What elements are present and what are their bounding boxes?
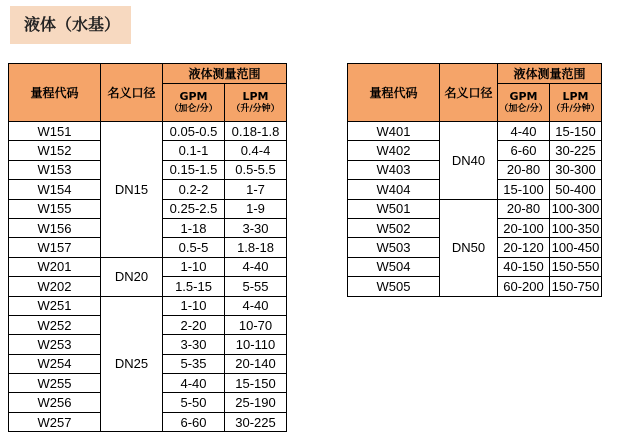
lpm-cell: 3-30	[225, 218, 287, 237]
gpm-cell: 3-30	[163, 335, 225, 354]
gpm-cell: 2-20	[163, 315, 225, 334]
code-cell: W152	[9, 141, 101, 160]
code-cell: W157	[9, 238, 101, 257]
gpm-cell: 1-10	[163, 257, 225, 276]
lpm-cell: 4-40	[225, 296, 287, 315]
lpm-cell: 15-150	[225, 374, 287, 393]
table-row	[9, 296, 287, 315]
gpm-cell: 4-40	[163, 374, 225, 393]
gpm-cell: 20-120	[498, 238, 550, 257]
code-cell: W403	[348, 160, 440, 179]
lpm-cell: 0.18-1.8	[225, 122, 287, 141]
dn-cell: DN25	[101, 296, 163, 432]
lpm-cell: 10-70	[225, 315, 287, 334]
lpm-cell: 25-190	[225, 393, 287, 412]
dn-cell: DN40	[440, 122, 498, 200]
code-cell: W502	[348, 218, 440, 237]
table-row	[9, 257, 287, 276]
gpm-cell: 5-50	[163, 393, 225, 412]
lpm-cell: 5-55	[225, 277, 287, 296]
code-cell: W254	[9, 354, 101, 373]
range-table-left	[8, 63, 287, 432]
code-cell: W402	[348, 141, 440, 160]
gpm-cell: 1-10	[163, 296, 225, 315]
gpm-cell: 0.05-0.5	[163, 122, 225, 141]
code-cell: W154	[9, 180, 101, 199]
code-cell: W251	[9, 296, 101, 315]
gpm-cell: 0.1-1	[163, 141, 225, 160]
header-lpm: LPM （升/分钟）	[225, 84, 287, 122]
code-cell: W155	[9, 199, 101, 218]
lpm-cell: 15-150	[550, 122, 602, 141]
gpm-cell: 20-100	[498, 218, 550, 237]
gpm-cell: 1.5-15	[163, 277, 225, 296]
gpm-cell: 0.25-2.5	[163, 199, 225, 218]
gpm-cell: 1-18	[163, 218, 225, 237]
gpm-cell: 6-60	[498, 141, 550, 160]
lpm-cell: 30-225	[225, 412, 287, 431]
code-cell: W201	[9, 257, 101, 276]
code-cell: W151	[9, 122, 101, 141]
dn-cell: DN15	[101, 122, 163, 258]
header-gpm: GPM （加仑/分）	[163, 84, 225, 122]
lpm-cell: 100-450	[550, 238, 602, 257]
gpm-cell: 4-40	[498, 122, 550, 141]
lpm-cell: 150-550	[550, 257, 602, 276]
gpm-cell: 15-100	[498, 180, 550, 199]
gpm-cell: 0.5-5	[163, 238, 225, 257]
code-cell: W505	[348, 277, 440, 296]
code-cell: W253	[9, 335, 101, 354]
code-cell: W156	[9, 218, 101, 237]
header-code: 量程代码	[9, 64, 101, 122]
gpm-cell: 20-80	[498, 199, 550, 218]
lpm-cell: 30-300	[550, 160, 602, 179]
lpm-cell: 1.8-18	[225, 238, 287, 257]
header-range: 液体测量范围	[163, 64, 287, 84]
code-cell: W257	[9, 412, 101, 431]
gpm-cell: 6-60	[163, 412, 225, 431]
lpm-cell: 10-110	[225, 335, 287, 354]
lpm-cell: 20-140	[225, 354, 287, 373]
dn-cell: DN50	[440, 199, 498, 296]
header-nominal: 名义口径	[101, 64, 163, 122]
header-range: 液体测量范围	[498, 64, 602, 84]
gpm-cell: 0.15-1.5	[163, 160, 225, 179]
code-cell: W501	[348, 199, 440, 218]
lpm-cell: 1-9	[225, 199, 287, 218]
table-row	[348, 199, 602, 218]
header-code: 量程代码	[348, 64, 440, 122]
table-row	[9, 122, 287, 141]
lpm-cell: 0.4-4	[225, 141, 287, 160]
section-title: 液体（水基）	[10, 6, 131, 44]
lpm-cell: 100-350	[550, 218, 602, 237]
header-gpm: GPM （加仑/分）	[498, 84, 550, 122]
code-cell: W255	[9, 374, 101, 393]
gpm-cell: 20-80	[498, 160, 550, 179]
lpm-cell: 100-300	[550, 199, 602, 218]
header-lpm: LPM （升/分钟）	[550, 84, 602, 122]
lpm-cell: 1-7	[225, 180, 287, 199]
lpm-cell: 30-225	[550, 141, 602, 160]
lpm-cell: 0.5-5.5	[225, 160, 287, 179]
lpm-cell: 4-40	[225, 257, 287, 276]
code-cell: W256	[9, 393, 101, 412]
code-cell: W504	[348, 257, 440, 276]
lpm-cell: 50-400	[550, 180, 602, 199]
code-cell: W153	[9, 160, 101, 179]
table-row	[348, 122, 602, 141]
gpm-cell: 5-35	[163, 354, 225, 373]
code-cell: W202	[9, 277, 101, 296]
lpm-cell: 150-750	[550, 277, 602, 296]
gpm-cell: 0.2-2	[163, 180, 225, 199]
gpm-cell: 40-150	[498, 257, 550, 276]
code-cell: W401	[348, 122, 440, 141]
code-cell: W404	[348, 180, 440, 199]
range-table-right	[347, 63, 602, 297]
code-cell: W252	[9, 315, 101, 334]
code-cell: W503	[348, 238, 440, 257]
gpm-cell: 60-200	[498, 277, 550, 296]
dn-cell: DN20	[101, 257, 163, 296]
header-nominal: 名义口径	[440, 64, 498, 122]
